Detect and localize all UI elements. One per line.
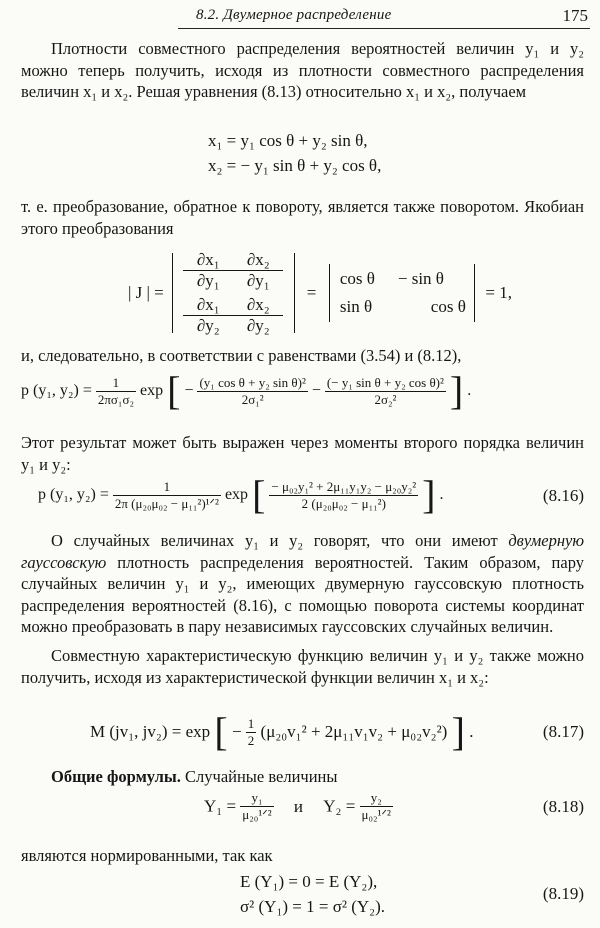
paragraph-4: Этот результат может быть выражен через моменты второго порядка величин y₁ и y₂: xyxy=(21,433,584,474)
half-den: 2 xyxy=(247,732,255,748)
equation-expectation: E (Y₁) = 0 = E (Y₂), xyxy=(240,872,378,891)
density-equation: p (y₁, y₂) = $\frac{1}{\text{2πσ₁σ₂}}$ exp [ − $\frac{\text{(y₁ cos θ + y₂ sin θ)²}}{\text{2σ₁²}}$ − $\frac{\text{(− y₁ sin θ + y₂ cos θ)²}}{\text{2σ₂²}}$ ] . xyxy=(21,368,472,413)
exp-word: exp xyxy=(224,486,249,503)
density-coef-num: 1 xyxy=(96,375,136,392)
paragraph-1: Плотности совместного распределения вероятностей величин y₁ и y₂ можно теперь получить, исходя из плотности совместного распределения величин x₁ и x₂. Решая уравнения (8.13) относительно x₁ и x₂, получаем xyxy=(21,39,584,101)
density-coef-den: 2πσ₁σ₂ xyxy=(97,391,134,407)
density-term2-num: (− y₁ sin θ + y₂ cos θ)² xyxy=(326,374,444,390)
density-term1-den: 2σ₁² xyxy=(241,391,264,407)
general-formulas-heading: Общие формулы. xyxy=(51,767,181,786)
rotation-matrix xyxy=(340,269,466,317)
p7-text: Случайные величины xyxy=(180,767,338,786)
eq816-coef-den: 2π (μ₂₀μ₀₂ − μ₁₁²)¹ᐟ² xyxy=(114,495,219,511)
jac-f: ∂y₂ xyxy=(196,316,220,335)
paragraph-8: являются нормированными, так как xyxy=(21,846,273,865)
section-title: 8.2. Двумерное распределение xyxy=(196,7,392,23)
eq816-lhs: p (y₁, y₂) = xyxy=(38,486,109,503)
half-num: 1 xyxy=(247,715,255,731)
eq816-den: 2 (μ₂₀μ₀₂ − μ₁₁²) xyxy=(301,495,386,511)
eq817-body: (μ₂₀v₁² + 2μ₁₁v₁v₂ + μ₀₂v₂²) xyxy=(260,722,448,741)
jac-h: ∂y₂ xyxy=(246,316,270,335)
p5-text-a: О случайных величинах y₁ и y₂ говорят, что они имеют xyxy=(51,531,509,550)
paragraph-7 xyxy=(21,766,584,788)
y2-lhs: Y₂ = xyxy=(323,796,356,816)
density-term2-den: 2σ₂² xyxy=(374,391,397,407)
equation-number-8-19: (8.19) xyxy=(542,884,584,903)
jacobian-equation: | J | = $\frac{\text{∂x₁}}{\text{∂y₁}}$ $\frac{\text{∂x₂}}{\text{∂y₁}}$ $\frac{\text{∂x₁}}{\text{∂y₂}}$ $\frac{\text{∂x₂}}{\text{∂y₂}}$ = cos θ − sin θ sin θ cos θ = 1, xyxy=(128,250,512,335)
density-term1-num: (y₁ cos θ + y₂ sin θ)² xyxy=(199,374,306,390)
y1-lhs: Y₁ = xyxy=(204,796,237,816)
exp-word: exp xyxy=(140,382,164,399)
equation-number-8-17: (8.17) xyxy=(542,722,584,741)
equation-8-17: M (jv₁, jv₂) = exp [ − $\frac{1}{2}$ (μ₂₀v₁² + 2μ₁₁v₁v₂ + μ₀₂v₂²) ] . xyxy=(90,709,474,754)
jac-c: ∂x₂ xyxy=(233,250,283,271)
jac-a: ∂x₁ xyxy=(183,250,233,271)
and-word: и xyxy=(293,796,303,816)
equation-variance: σ² (Y₁) = 1 = σ² (Y₂). xyxy=(240,897,385,916)
jacobian-matrix xyxy=(183,250,283,336)
equation-8-18 xyxy=(204,790,393,823)
eq816-coef-num: 1 xyxy=(113,479,221,496)
jac-e: ∂x₁ xyxy=(183,295,233,316)
equation-number-8-16: (8.16) xyxy=(542,486,584,505)
jac-g: ∂x₂ xyxy=(233,295,283,316)
jac-b: ∂y₁ xyxy=(196,271,220,290)
running-header xyxy=(178,4,590,29)
paragraph-2: т. е. преобразование, обратное к повороту, является также поворотом. Якобиан этого преобразования xyxy=(21,197,584,238)
rot-11: cos θ xyxy=(339,269,375,288)
jac-d: ∂y₁ xyxy=(246,271,270,290)
y2-den: μ₀₂¹ᐟ² xyxy=(361,807,391,822)
equation-x2: x₂ = − y₁ sin θ + y₂ cos θ, xyxy=(208,156,382,175)
equation-8-16: p (y₁, y₂) = $\frac{1}{\text{2π (μ₂₀μ₀₂ − μ₁₁²)¹ᐟ²}}$ exp [ $\frac{\text{− μ₀₂y₁² + 2μ₁₁y₁y₂ − μ₂₀y₂²}}{\text{2 (μ₂₀μ₀₂ − μ₁₁²)}}$ ] . xyxy=(38,472,444,517)
density-lhs: p (y₁, y₂) = xyxy=(21,382,92,399)
y2-num: y₂ xyxy=(360,790,393,807)
p5-text-b: плотность распределения вероятностей. Таким образом, пару случайных величин y₁ и y₂, имеющих двумерную гауссовскую плотность распределения вероятностей (8.16), с помощью поворота системы координат можно преобразовать в пару независимых гауссовских случайных величин. xyxy=(21,552,584,636)
paragraph-6: Совместную характеристическую функцию величин y₁ и y₂ также можно получить, исходя из характеристической функции величин x₁ и x₂: xyxy=(21,646,584,687)
y1-den: μ₂₀¹ᐟ² xyxy=(242,807,272,822)
paragraph-3: и, следовательно, в соответствии с равенствами (3.54) и (8.12), xyxy=(21,346,462,365)
rot-12: − sin θ xyxy=(397,269,444,288)
eq817-lhs: M (jv₁, jv₂) = exp xyxy=(90,722,211,741)
paragraph-5 xyxy=(21,530,584,638)
jacobian-result: = 1, xyxy=(485,283,512,302)
y1-num: y₁ xyxy=(240,790,273,807)
jacobian-lhs: | J | = xyxy=(128,283,164,302)
rot-21: sin θ xyxy=(339,297,373,316)
page-number: 175 xyxy=(562,6,588,25)
equation-x1: x₁ = y₁ cos θ + y₂ sin θ, xyxy=(208,131,368,150)
equation-number-8-18: (8.18) xyxy=(542,797,584,816)
rot-22: cos θ xyxy=(430,297,466,316)
p5-italic-term: двумерную гауссовскую xyxy=(21,531,584,572)
eq816-num: − μ₀₂y₁² + 2μ₁₁y₁y₂ − μ₂₀y₂² xyxy=(271,478,417,494)
